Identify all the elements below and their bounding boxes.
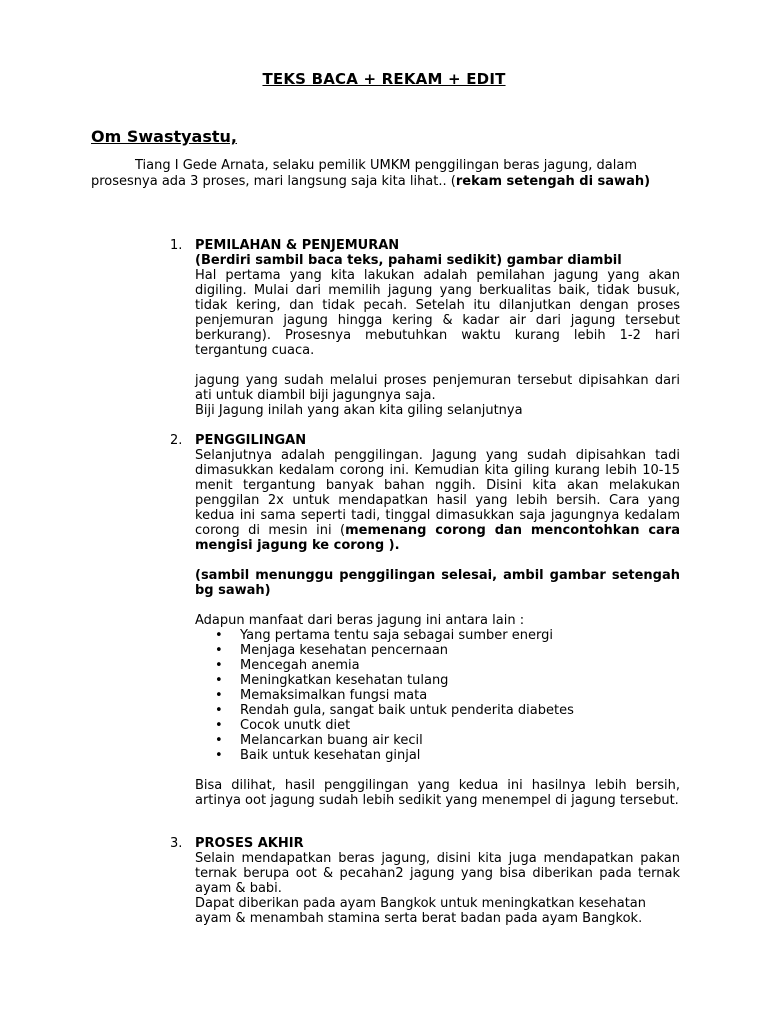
section-paragraph: jagung yang sudah melalui proses penjemuran tersebut dipisahkan dari ati untuk diambil biji jagungnya saja. [195, 373, 680, 403]
list-item: • Menjaga kesehatan pencernaan [215, 643, 449, 658]
section-pemilahan [170, 238, 680, 418]
bullet-icon: • [215, 688, 223, 703]
bullet-icon: • [215, 703, 223, 718]
list-item: • Memaksimalkan fungsi mata [215, 688, 428, 703]
section-paragraph [195, 448, 680, 553]
bullet-icon: • [215, 628, 223, 643]
section-number: 2. [170, 433, 183, 448]
bullet-icon: • [215, 718, 223, 733]
section-paragraph: Dapat diberikan pada ayam Bangkok untuk meningkatkan kesehatan ayam & menambah stamina serta berat badan pada ayam Bangkok. [195, 896, 647, 926]
intro-bold-note: rekam setengah di sawah) [455, 173, 651, 189]
list-item: • Cocok unutk diet [215, 718, 351, 733]
benefits-intro: Adapun manfaat dari beras jagung ini antara lain : [195, 613, 525, 628]
intro-text: Tiang I Gede Arnata, selaku pemilik UMKM penggilingan beras jagung, dalam prosesnya ada 3 proses, mari langsung saja kita lihat.. ( [91, 158, 637, 189]
list-item: • Rendah gula, sangat baik untuk penderita diabetes [215, 703, 574, 718]
list-item: • Melancarkan buang air kecil [215, 733, 423, 748]
section-heading: PROSES AKHIR [195, 836, 304, 851]
section-stage-note: (sambil menunggu penggilingan selesai, ambil gambar setengah bg sawah) [195, 568, 680, 598]
bullet-icon: • [215, 658, 223, 673]
list-item: • Meningkatkan kesehatan tulang [215, 673, 449, 688]
section-heading: PEMILAHAN & PENJEMURAN [195, 238, 400, 253]
section-stage-note: memenang corong dan mencontohkan cara mengisi jagung ke corong ). [195, 523, 680, 553]
document-title: TEKS BACA + REKAM + EDIT [262, 70, 506, 88]
section-paragraph: Biji Jagung inilah yang akan kita giling selanjutnya [195, 403, 523, 418]
list-item: • Yang pertama tentu saja sebagai sumber energi [215, 628, 553, 643]
section-paragraph-text: Selanjutnya adalah penggilingan. Jagung yang sudah dipisahkan tadi dimasukkan kedalam corong ini. Kemudian kita giling kurang lebih 10-15 menit tergantung banyak bahan nggih. Disini kita akan melakukan penggilan 2x untuk mendapatkan hasil yang lebih bersih. Cara yang kedua ini sama seperti tadi, tinggal dimasukkan saja jagungnya kedalam corong di mesin ini ( [195, 448, 680, 538]
bullet-icon: • [215, 643, 223, 658]
bullet-icon: • [215, 733, 223, 748]
section-number: 3. [170, 836, 183, 851]
greeting: Om Swastyastu, [91, 127, 237, 146]
bullet-icon: • [215, 673, 223, 688]
benefits-list [195, 628, 680, 763]
section-heading: PENGGILINGAN [195, 433, 307, 448]
section-penggilingan [170, 433, 680, 808]
section-paragraph: Hal pertama yang kita lakukan adalah pemilahan jagung yang akan digiling. Mulai dari memilih jagung yang berkualitas baik, tidak busuk, tidak kering, dan tidak pecah. Setelah itu dilanjutkan dengan proses penjemuran jagung hingga kering & kadar air dari jagung tersebut berkurang). Prosesnya mebutuhkan waktu kurang lebih 1-2 hari tergantung cuaca. [195, 268, 680, 358]
bullet-icon: • [215, 748, 223, 763]
section-paragraph: Bisa dilihat, hasil penggilingan yang kedua ini hasilnya lebih bersih, artinya oot jagung sudah lebih sedikit yang menempel di jagung tersebut. [195, 778, 680, 808]
list-item: • Mencegah anemia [215, 658, 360, 673]
section-paragraph: Selain mendapatkan beras jagung, disini kita juga mendapatkan pakan ternak berupa oot & pecahan2 jagung yang bisa diberikan pada ternak ayam & babi. [195, 851, 680, 896]
section-stage-note: (Berdiri sambil baca teks, pahami sedikit) gambar diambil [195, 253, 622, 268]
section-proses-akhir [170, 836, 680, 926]
section-number: 1. [170, 238, 183, 253]
list-item: • Baik untuk kesehatan ginjal [215, 748, 421, 763]
intro-paragraph [91, 158, 681, 189]
